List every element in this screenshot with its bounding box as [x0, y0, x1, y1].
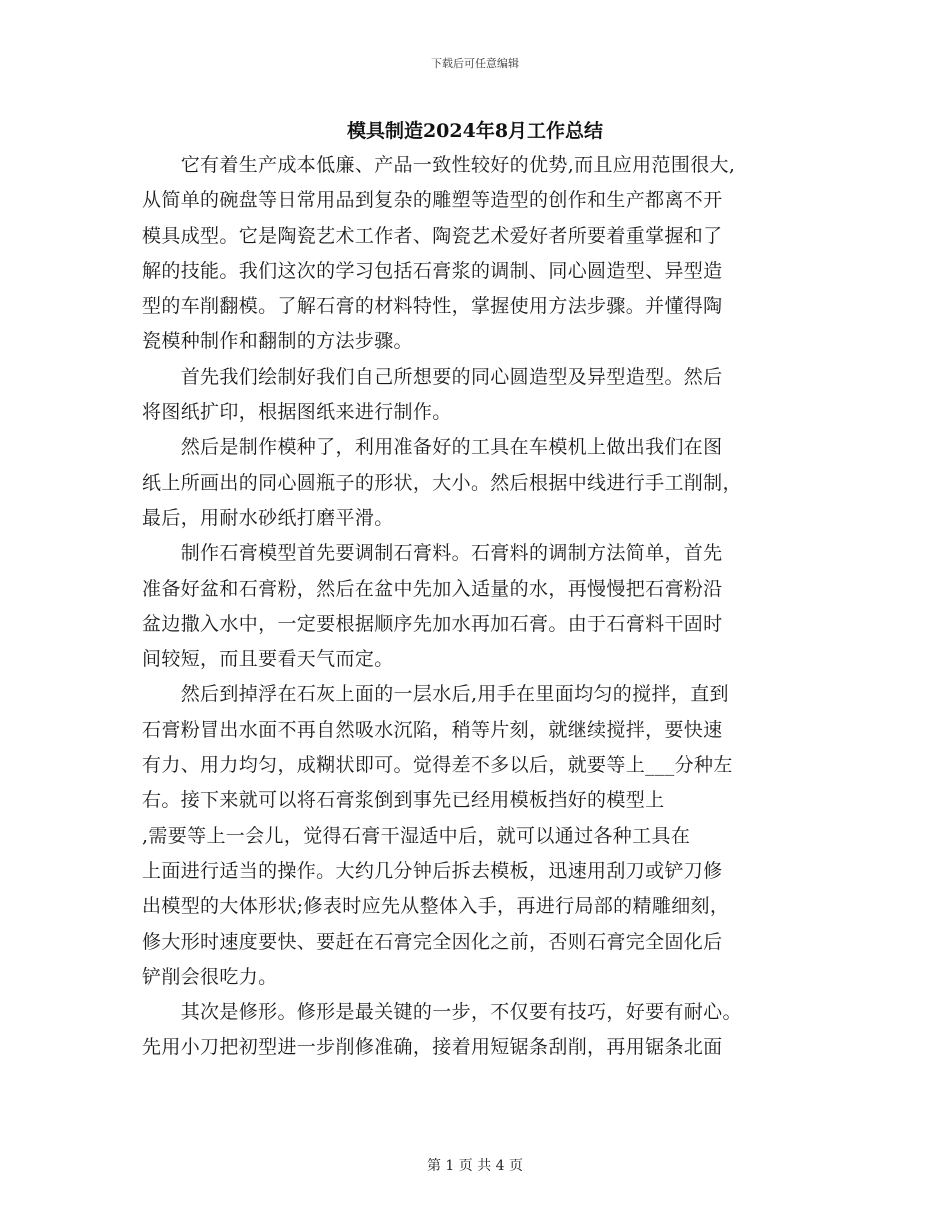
body-line: 瓷模种制作和翻制的方法步骤。: [142, 330, 413, 353]
document-body: [142, 148, 810, 1066]
body-line: 然后到掉浮在石灰上面的一层水后,用手在里面均匀的搅拌，直到: [142, 683, 729, 706]
body-line: 右。接下来就可以将石膏浆倒到事先已经用模板挡好的模型上: [142, 789, 665, 812]
body-line: 将图纸扩印，根据图纸来进行制作。: [142, 401, 452, 424]
body-line: 有力、用力均匀，成糊状即可。觉得差不多以后，就要等上___分种左: [142, 754, 733, 777]
body-line: 石膏粉冒出水面不再自然吸水沉陷，稍等片刻，就继续搅拌，要快速: [142, 718, 723, 741]
body-line: 型的车削翻模。了解石膏的材料特性，掌握使用方法步骤。并懂得陶: [142, 295, 723, 318]
body-line: 先用小刀把初型进一步削修准确，接着用短锯条刮削，再用锯条北面: [142, 1036, 723, 1059]
body-line: 模具成型。它是陶瓷艺术工作者、陶瓷艺术爱好者所要着重掌握和了: [142, 224, 723, 247]
body-line: 最后，用耐水砂纸打磨平滑。: [142, 506, 394, 529]
body-line: 准备好盆和石膏粉，然后在盆中先加入适量的水，再慢慢把石膏粉沿: [142, 577, 723, 600]
body-line: 出模型的大体形状;修表时应先从整体入手，再进行局部的精雕细刻，: [142, 895, 730, 918]
body-line: 它有着生产成本低廉、产品一致性较好的优势,而且应用范围很大,: [142, 154, 736, 176]
body-line: 纸上所画出的同心圆瓶子的形状，大小。然后根据中线进行手工削制，: [142, 471, 742, 494]
body-line: 修大形时速度要快、要赶在石膏完全因化之前，否则石膏完全固化后: [142, 930, 723, 953]
header-note: 下载后可任意编辑: [431, 57, 519, 70]
body-line: 制作石膏模型首先要调制石膏料。石膏料的调制方法简单，首先: [142, 542, 723, 565]
body-line: 上面进行适当的操作。大约几分钟后拆去模板，迅速用刮刀或铲刀修: [142, 859, 723, 882]
body-line: 铲削会很吃力。: [142, 965, 278, 988]
document-title: 模具制造2024年8月工作总结: [346, 120, 604, 142]
body-line: 其次是修形。修形是最关键的一步，不仅要有技巧，好要有耐心。: [142, 1001, 742, 1024]
body-line: ,需要等上一会儿，觉得石膏干湿适中后，就可以通过各种工具在: [142, 824, 691, 847]
body-line: 间较短，而且要看天气而定。: [142, 648, 394, 671]
body-line: 然后是制作模种了，利用准备好的工具在车模机上做出我们在图: [142, 436, 723, 459]
page-number: 第 1 页 共 4 页: [426, 1158, 524, 1174]
body-line: 从简单的碗盘等日常用品到复杂的雕塑等造型的创作和生产都离不开: [142, 189, 723, 212]
body-line: 解的技能。我们这次的学习包括石膏浆的调制、同心圆造型、异型造: [142, 259, 723, 282]
body-line: 首先我们绘制好我们自己所想要的同心圆造型及异型造型。然后: [142, 365, 723, 388]
body-line: 盆边撒入水中，一定要根据顺序先加水再加石膏。由于石膏料干固时: [142, 612, 723, 635]
